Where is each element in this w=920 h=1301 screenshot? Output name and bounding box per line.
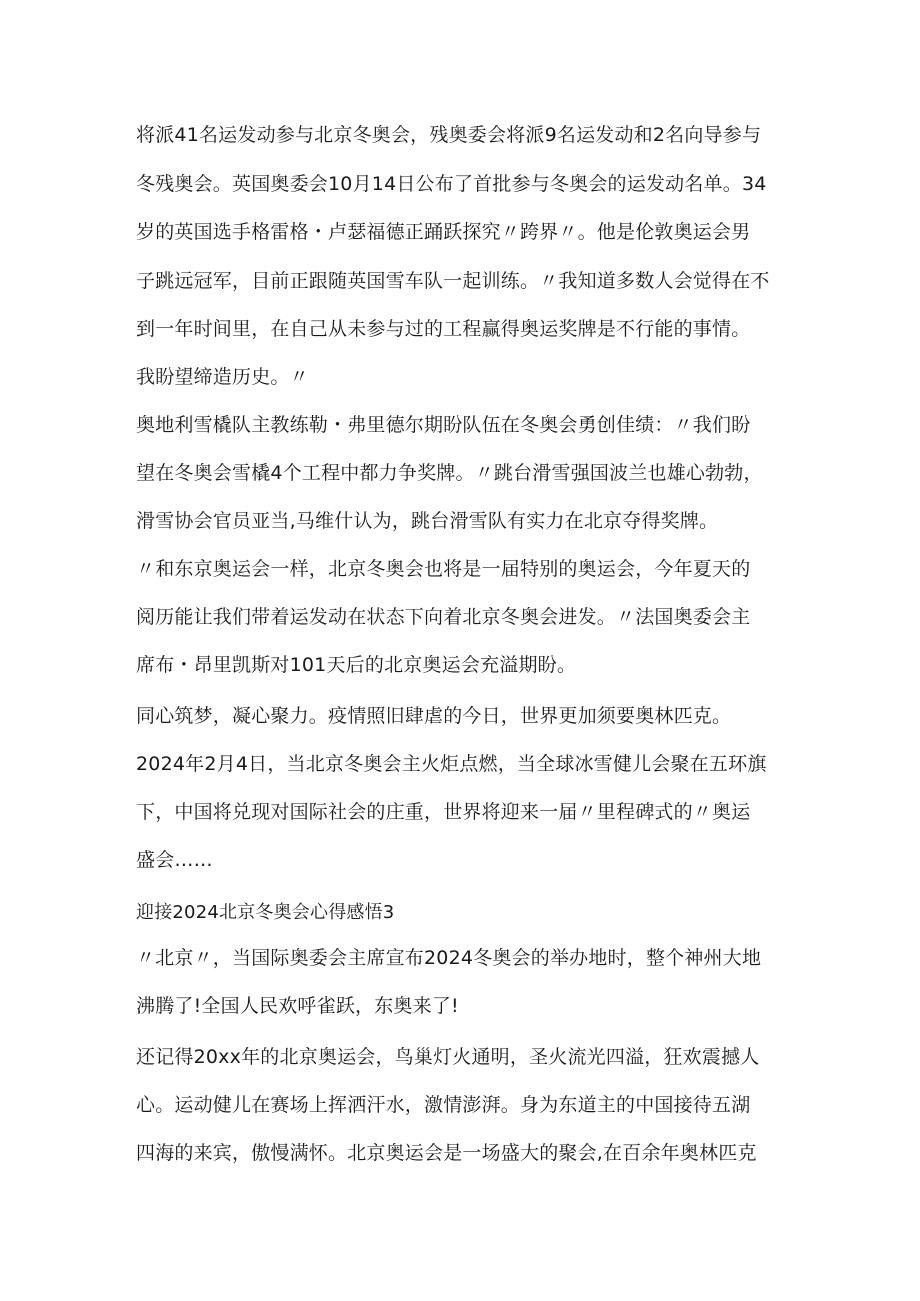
text-line: 下，中国将兑现对国际社会的庄重，世界将迎来一届〃里程碑式的〃奥运	[136, 801, 751, 823]
text-line: 席布・昂里凯斯对101天后的北京奥运会充溢期盼。	[136, 654, 577, 676]
text-line: 〃北京〃，当国际奥委会主席宣布2024冬奥会的举办地时，整个神州大地	[136, 947, 762, 969]
text-line: 阅历能让我们带着运发动在状态下向着北京冬奥会进发。〃法国奥委会主	[136, 606, 751, 628]
text-line: 沸腾了!全国人民欢呼雀跃，东奥来了!	[136, 995, 459, 1017]
text-line: 四海的来宾，傲慢满怀。北京奥运会是一场盛大的聚会,在百余年奥林匹克	[136, 1142, 757, 1164]
section-heading: 迎接2024北京冬奥会心得感悟3	[136, 902, 395, 923]
text-line: 还记得20xx年的北京奥运会，鸟巢灯火通明，圣火流光四溢，狂欢震撼人	[136, 1046, 760, 1068]
text-line: 2024年2月4日，当北京冬奥会主火炬点燃，当全球冰雪健儿会聚在五环旗	[136, 753, 767, 775]
text-line: 心。运动健儿在赛场上挥洒汗水，激情澎湃。身为东道主的中国接待五湖	[136, 1094, 751, 1116]
text-line: 奥地利雪橇队主教练勒・弗里德尔期盼队伍在冬奥会勇创佳绩：〃我们盼	[136, 414, 751, 436]
text-line: 同心筑梦，凝心聚力。疫情照旧肆虐的今日，世界更加须要奥林匹克。	[136, 705, 732, 727]
text-line: 望在冬奥会雪橇4个工程中都力争奖牌。〃跳台滑雪强国波兰也雄心勃勃，	[136, 462, 763, 484]
text-line: 岁的英国选手格雷格・卢瑟福德正踊跃探究〃跨界〃。他是伦敦奥运会男	[136, 221, 751, 243]
text-line: 盛会……	[136, 849, 213, 871]
text-line: 子跳远冠军，目前正跟随英国雪车队一起训练。〃我知道多数人会觉得在不	[136, 270, 770, 292]
text-line: 冬残奥会。英国奥委会10月14日公布了首批参与冬奥会的运发动名单。34	[136, 173, 767, 195]
text-line: 我盼望缔造历史。〃	[136, 366, 309, 388]
text-line: 滑雪协会官员亚当,马维什认为，跳台滑雪队有实力在北京夺得奖牌。	[136, 510, 719, 532]
text-line: 到一年时间里，在自己从未参与过的工程赢得奥运奖牌是不行能的事情。	[136, 318, 751, 340]
text-line: 〃和东京奥运会一样，北京冬奥会也将是一届特别的奥运会，今年夏天的	[136, 558, 751, 580]
text-line: 将派41名运发动参与北京冬奥会，残奥委会将派9名运发动和2名向导参与	[136, 124, 762, 146]
